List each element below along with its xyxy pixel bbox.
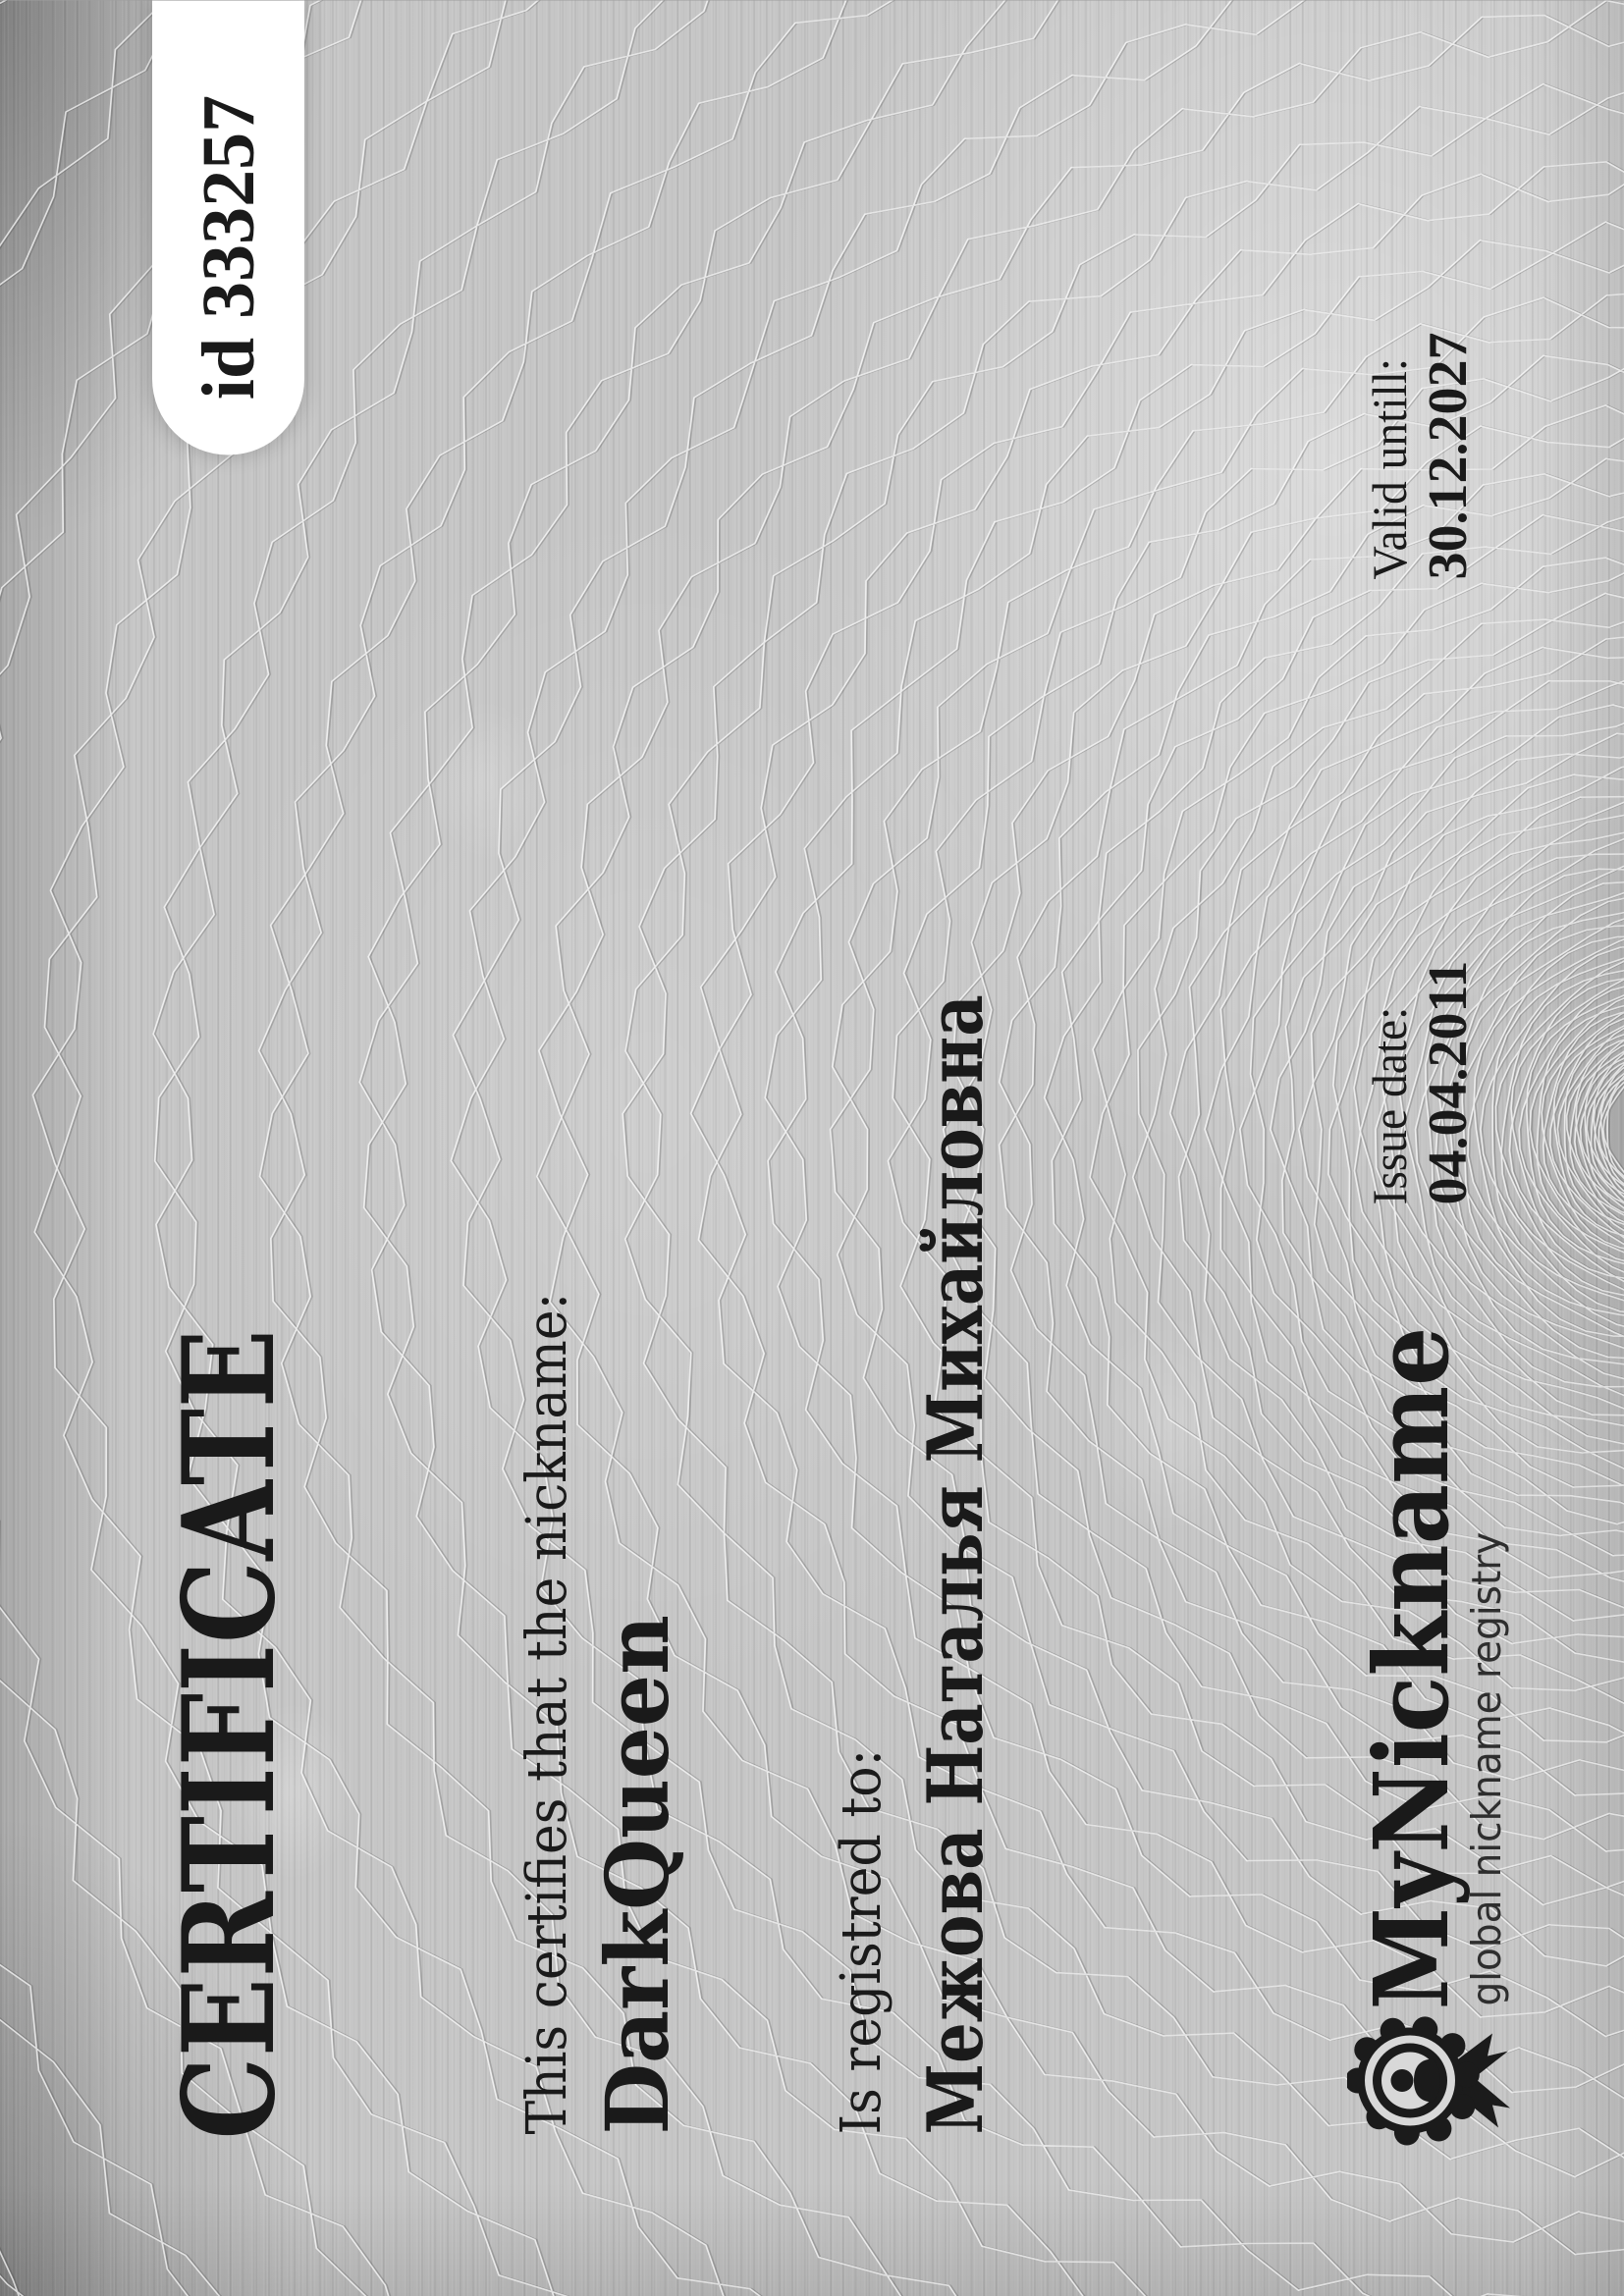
nickname-label: This certifies that the nickname: [515,1292,579,2134]
valid-until-label: Valid untill: [1362,357,1417,579]
id-badge-label: id 333257 [187,94,270,400]
brand-tagline: global nickname registry [1463,1531,1510,2005]
id-badge [152,0,304,454]
issue-date-value: 04.04.2011 [1418,960,1479,1204]
brand-name: MyNickname [1351,1326,1472,2009]
owner-value: Межова Наталья Михайловна [911,993,1001,2134]
award-rosette-icon [1347,2003,1529,2151]
issue-date-label: Issue date: [1362,1006,1417,1204]
certificate-title: CERTIFICATE [156,1327,303,2139]
valid-until-value: 30.12.2027 [1418,332,1479,579]
nickname-value: DarkQueen [586,1614,688,2134]
owner-label: Is registred to: [830,1748,893,2134]
